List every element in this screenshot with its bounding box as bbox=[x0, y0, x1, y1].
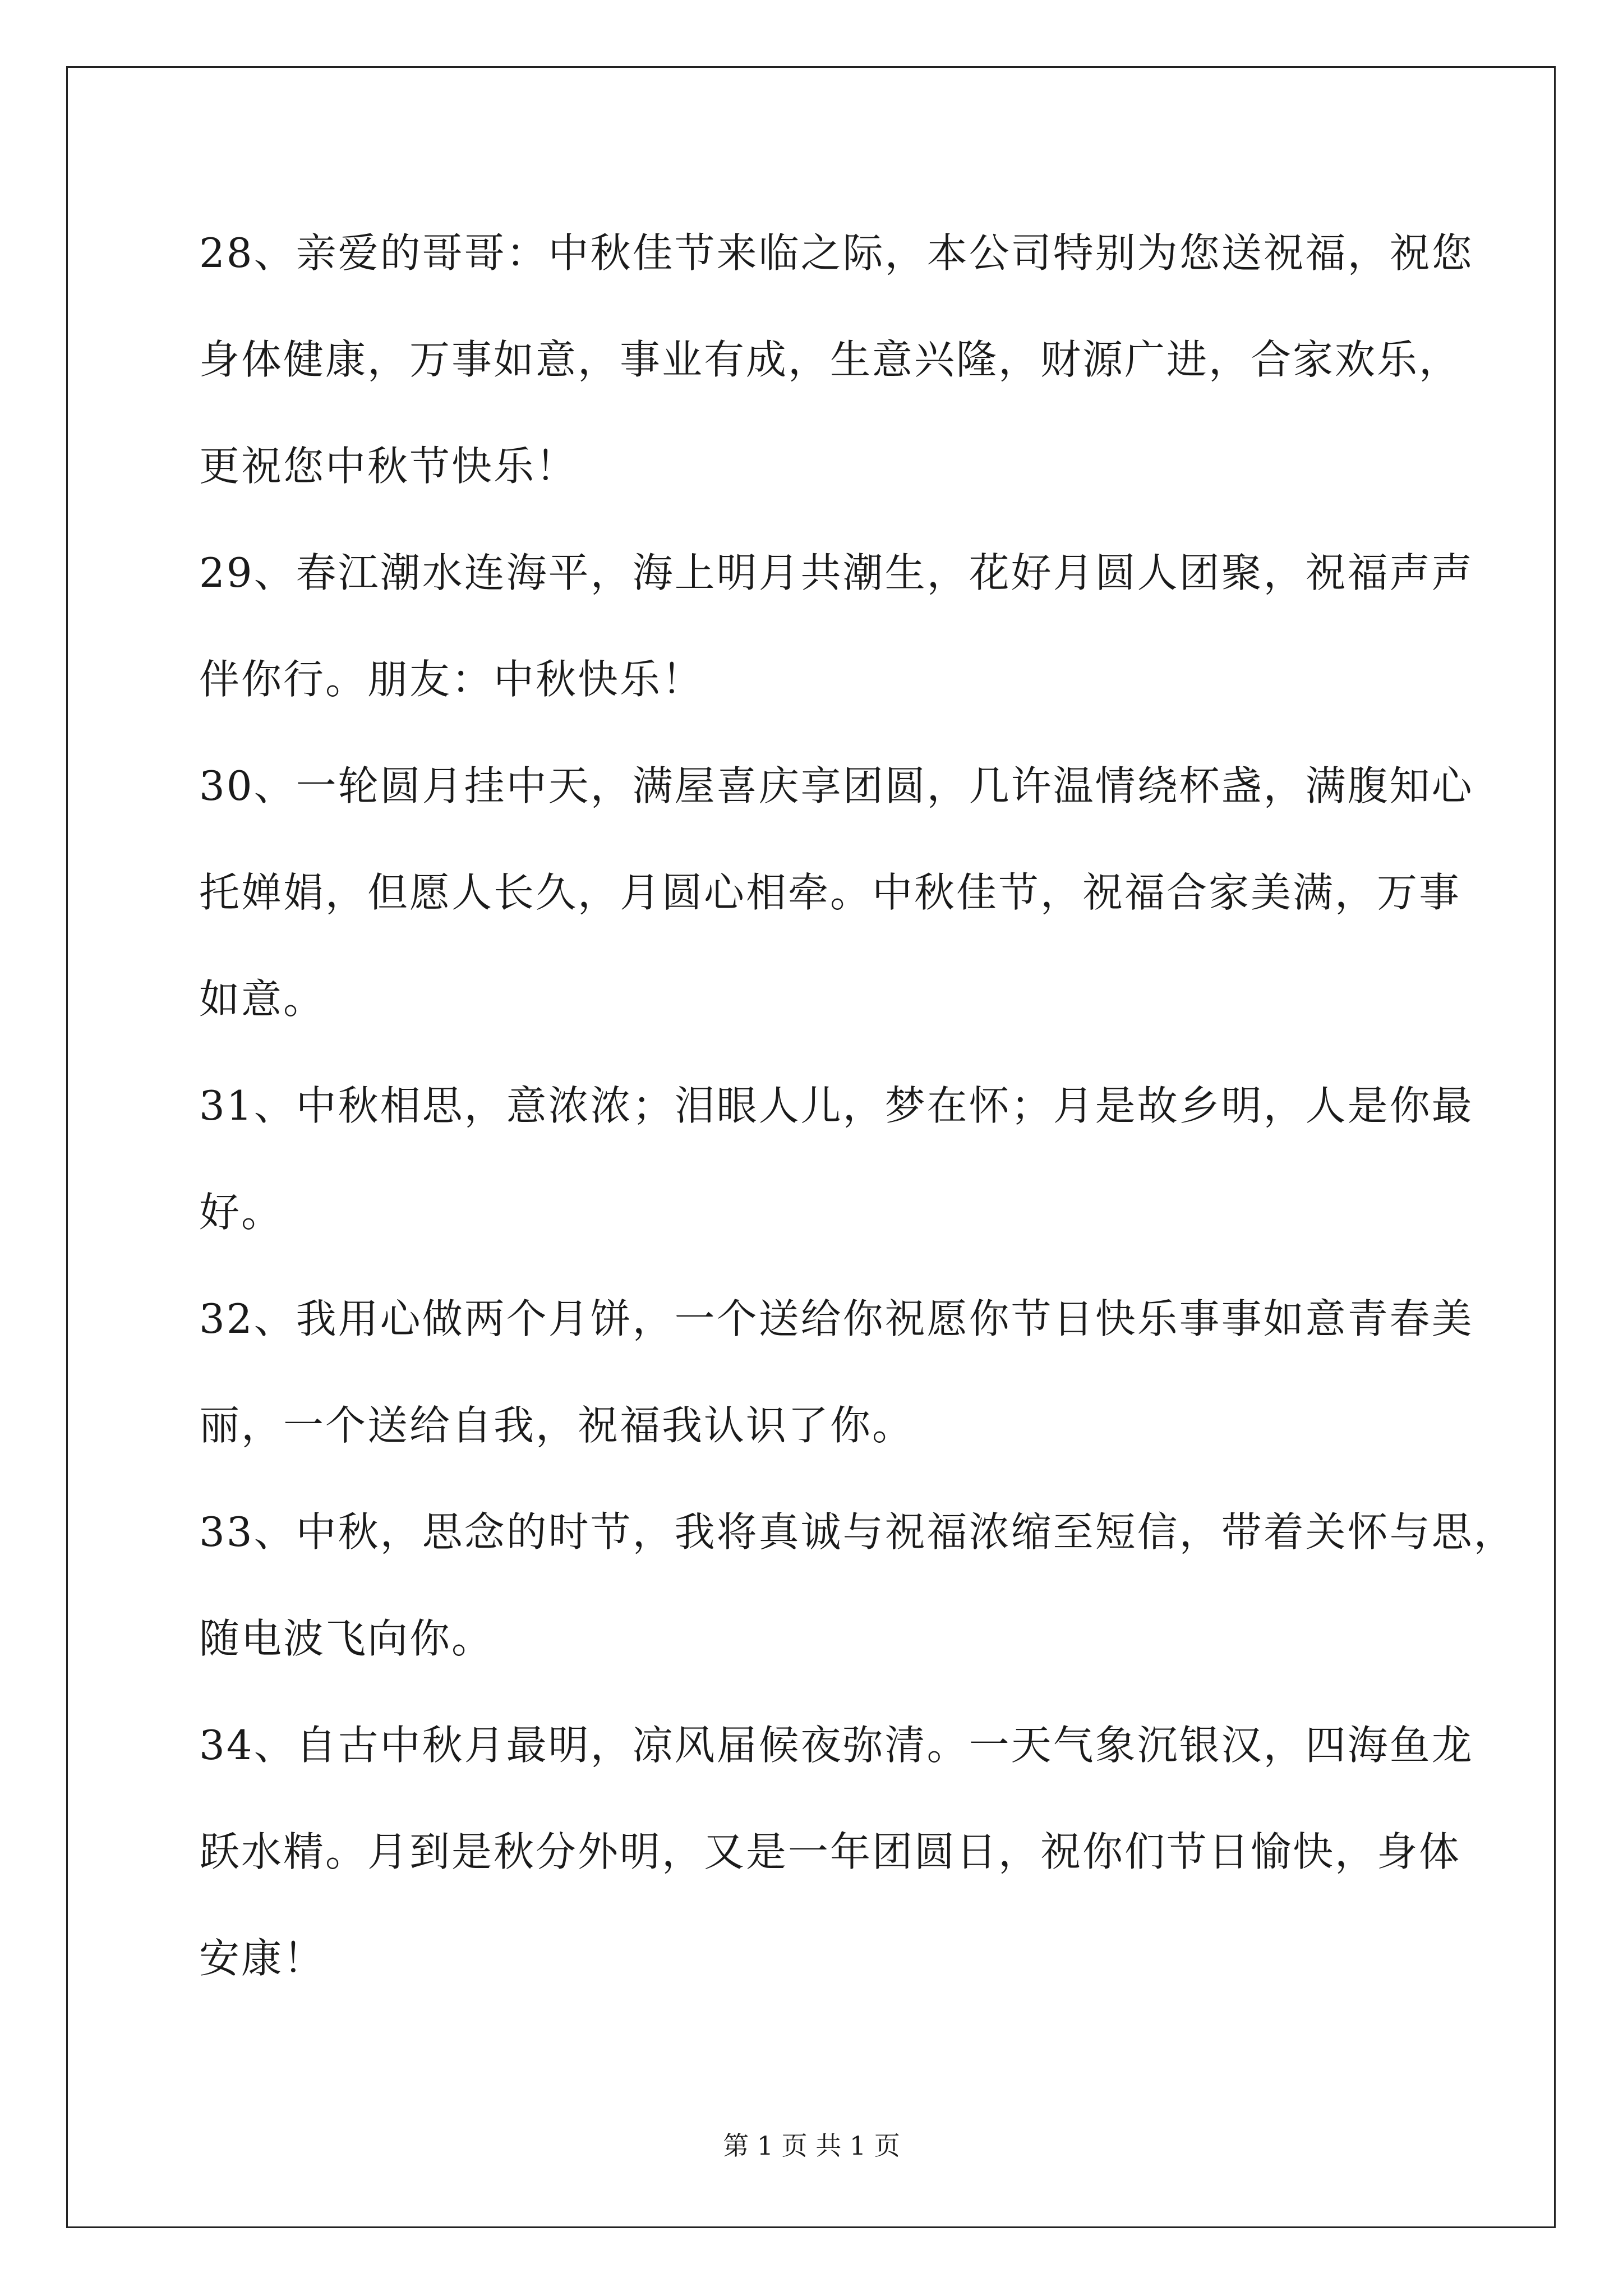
text-line: 28、亲爱的哥哥：中秋佳节来临之际，本公司特别为您送祝福，祝您 bbox=[199, 229, 1474, 277]
text-line: 跃水精。月到是秋分外明，又是一年团圆日，祝你们节日愉快，身体 bbox=[199, 1828, 1461, 1875]
text-line: 34、自古中秋月最明，凉风届候夜弥清。一天气象沉银汉，四海鱼龙 bbox=[199, 1722, 1474, 1769]
text-line: 安康！ bbox=[199, 1935, 326, 1982]
page-footer bbox=[0, 2129, 1623, 2162]
document-body bbox=[199, 222, 1516, 2033]
text-line: 29、春江潮水连海平，海上明月共潮生，花好月圆人团聚，祝福声声 bbox=[199, 549, 1474, 596]
text-line: 30、一轮圆月挂中天，满屋喜庆享团圆，几许温情绕杯盏，满腹知心 bbox=[199, 762, 1474, 809]
text-line: 好。 bbox=[199, 1189, 284, 1236]
page-number: 第 1 页 共 1 页 bbox=[723, 2131, 900, 2161]
text-line: 31、中秋相思，意浓浓；泪眼人儿，梦在怀；月是故乡明，人是你最 bbox=[199, 1082, 1474, 1129]
text-line: 32、我用心做两个月饼，一个送给你祝愿你节日快乐事事如意青春美 bbox=[199, 1295, 1474, 1342]
text-line: 更祝您中秋节快乐！ bbox=[199, 443, 578, 490]
text-line: 伴你行。朋友：中秋快乐！ bbox=[199, 656, 704, 703]
text-line: 托婵娟，但愿人长久，月圆心相牵。中秋佳节，祝福合家美满，万事 bbox=[199, 869, 1461, 916]
text-line: 身体健康，万事如意，事业有成，生意兴隆，财源广进，合家欢乐， bbox=[199, 336, 1461, 383]
text-line: 如意。 bbox=[199, 976, 326, 1023]
text-line: 随电波飞向你。 bbox=[199, 1615, 494, 1662]
text-line: 33、中秋，思念的时节，我将真诚与祝福浓缩至短信，带着关怀与思， bbox=[199, 1508, 1516, 1556]
text-line: 丽，一个送给自我，祝福我认识了你。 bbox=[199, 1402, 915, 1449]
